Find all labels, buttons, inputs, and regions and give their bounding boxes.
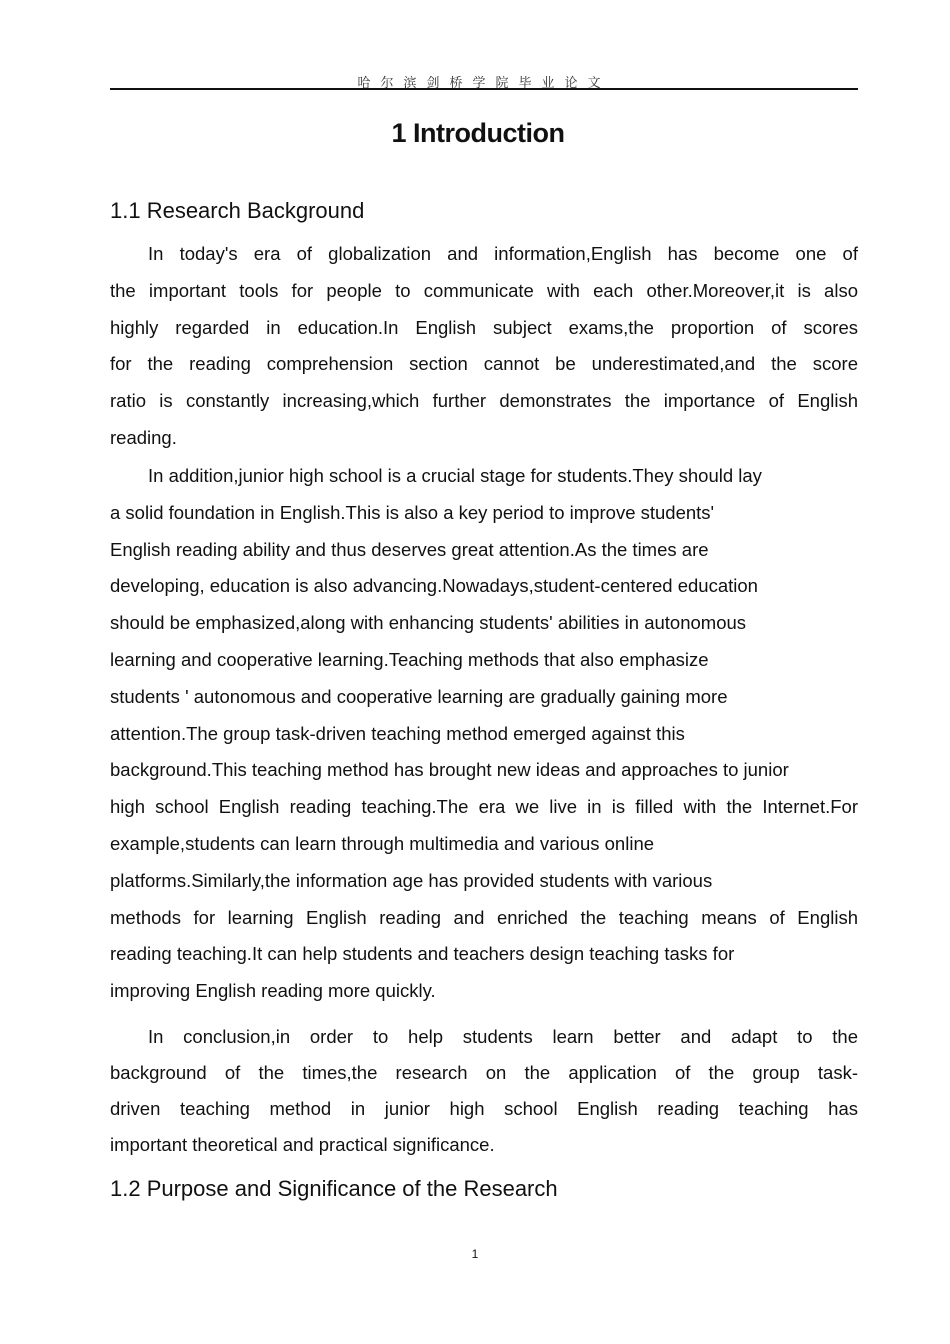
text-line: ratio is constantly increasing,which further demonstrates the importance of English bbox=[110, 390, 858, 412]
text-line: important theoretical and practical significance. bbox=[110, 1134, 495, 1155]
paragraph bbox=[110, 458, 858, 1010]
text-line: the important tools for people to communicate with each other.Moreover,it is also bbox=[110, 279, 858, 301]
paragraph bbox=[110, 1019, 858, 1163]
text-line: driven teaching method in junior high school English reading teaching has bbox=[110, 1098, 858, 1119]
text-line: developing, education is also advancing.Nowadays,student-centered education bbox=[110, 575, 758, 597]
text-line: students ' autonomous and cooperative learning are gradually gaining more bbox=[110, 685, 728, 707]
text-line: for the reading comprehension section cannot be underestimated,and the score bbox=[110, 353, 858, 375]
text-line: should be emphasized,along with enhancing students' abilities in autonomous bbox=[110, 612, 747, 634]
text-line: improving English reading more quickly. bbox=[110, 980, 436, 1002]
text-line: learning and cooperative learning.Teaching methods that also emphasize bbox=[110, 648, 709, 670]
text-line: reading teaching.It can help students and teachers design teaching tasks for bbox=[110, 943, 735, 965]
text-line: background of the times,the research on the application of the group task- bbox=[110, 1062, 858, 1083]
page-number: 1 bbox=[471, 1247, 479, 1261]
text-line: background.This teaching method has brought new ideas and approaches to junior bbox=[110, 759, 789, 781]
text-line: highly regarded in education.In English subject exams,the proportion of scores bbox=[110, 316, 858, 338]
text-line: In conclusion,in order to help students learn better and adapt to the bbox=[148, 1026, 858, 1047]
section-heading-1-1: 1.1 Research Background bbox=[110, 198, 365, 223]
text-line: English reading ability and thus deserves great attention.As the times are bbox=[110, 538, 709, 560]
text-line: a solid foundation in English.This is also a key period to improve students' bbox=[110, 501, 715, 523]
text-line: methods for learning English reading and enriched the teaching means of English bbox=[110, 906, 858, 928]
paragraph bbox=[110, 236, 858, 457]
header-text: 哈尔滨剑桥学院毕业论文 bbox=[357, 76, 611, 91]
text-line: In addition,junior high school is a crucial stage for students.They should lay bbox=[148, 465, 762, 486]
text-line: platforms.Similarly,the information age has provided students with various bbox=[110, 869, 713, 891]
text-line: high school English reading teaching.The era we live in is filled with the Internet.For bbox=[110, 796, 858, 818]
chapter-title: 1 Introduction bbox=[391, 118, 565, 148]
text-line: example,students can learn through multimedia and various online bbox=[110, 832, 655, 854]
running-header bbox=[110, 70, 858, 90]
text-line: In today's era of globalization and information,English has become one of bbox=[148, 243, 858, 264]
section-heading-1-2: 1.2 Purpose and Significance of the Research bbox=[110, 1176, 558, 1201]
text-line: reading. bbox=[110, 426, 177, 448]
text-line: attention.The group task-driven teaching method emerged against this bbox=[110, 722, 685, 744]
